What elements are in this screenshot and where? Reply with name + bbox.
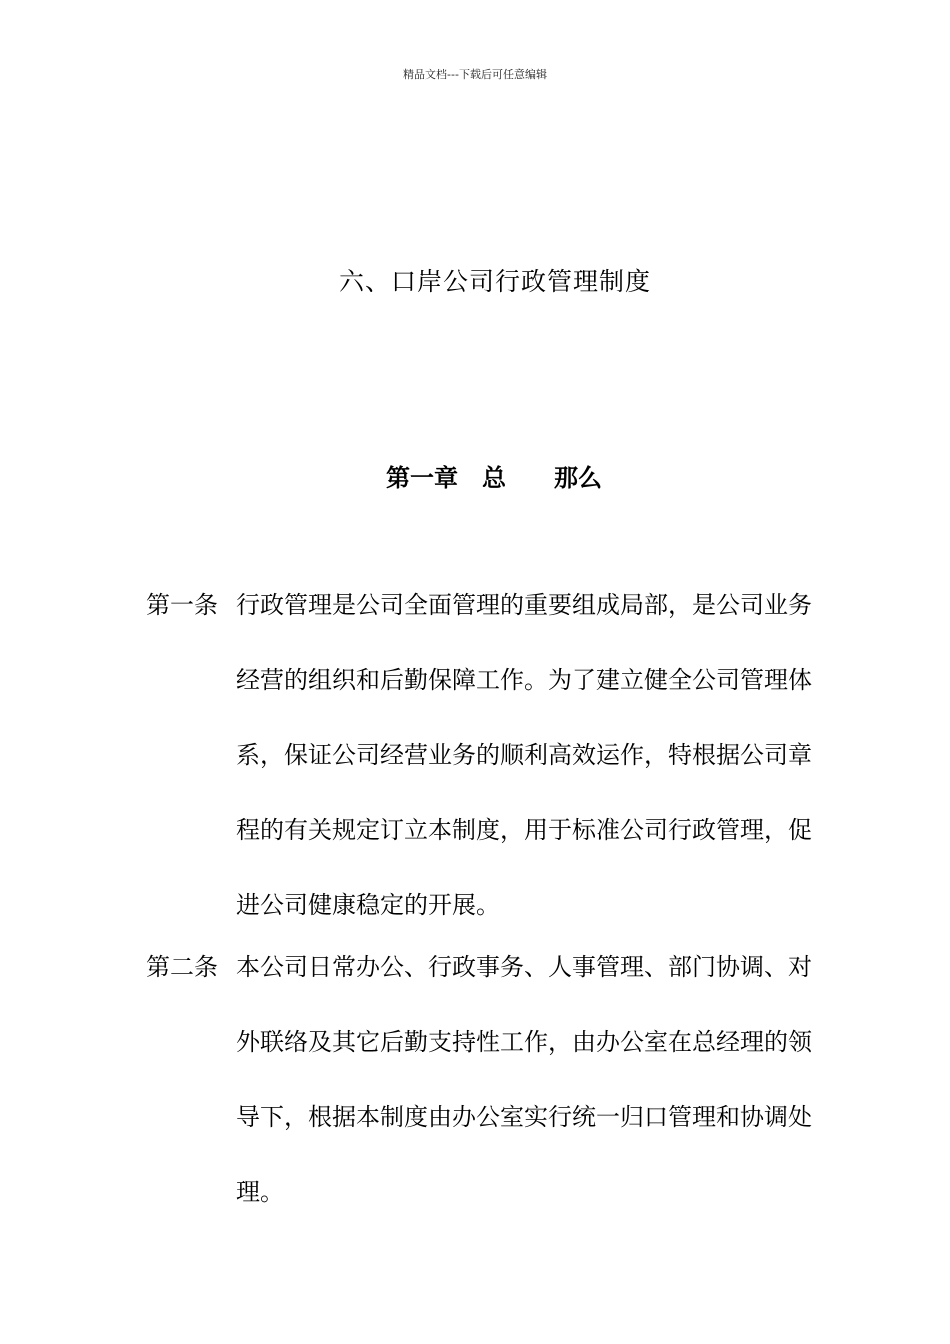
article-line: 本公司日常办公、行政事务、人事管理、部门协调、对 — [236, 953, 812, 981]
header-watermark: 精品文档---下载后可任意编辑 — [403, 68, 547, 81]
article-line: 程的有关规定订立本制度，用于标准公司行政管理，促 — [236, 816, 812, 844]
article-line: 进公司健康稳定的开展。 — [236, 891, 500, 919]
article-body — [236, 930, 876, 1230]
chapter-title: 第一章 总 那么 — [386, 464, 602, 492]
article-line: 行政管理是公司全面管理的重要组成局部，是公司业务 — [236, 591, 812, 619]
article-line: 导下，根据本制度由办公室实行统一归口管理和协调处 — [236, 1103, 812, 1131]
article-line: 系，保证公司经营业务的顺利高效运作，特根据公司章 — [236, 741, 812, 769]
article-label: 第一条 — [146, 591, 218, 619]
article-body — [236, 568, 876, 943]
article-line: 理。 — [236, 1178, 284, 1206]
article-line: 经营的组织和后勤保障工作。为了建立健全公司管理体 — [236, 666, 812, 694]
document-title: 六、口岸公司行政管理制度 — [338, 267, 651, 296]
article-label: 第二条 — [146, 953, 218, 981]
article-line: 外联络及其它后勤支持性工作，由办公室在总经理的领 — [236, 1028, 812, 1056]
